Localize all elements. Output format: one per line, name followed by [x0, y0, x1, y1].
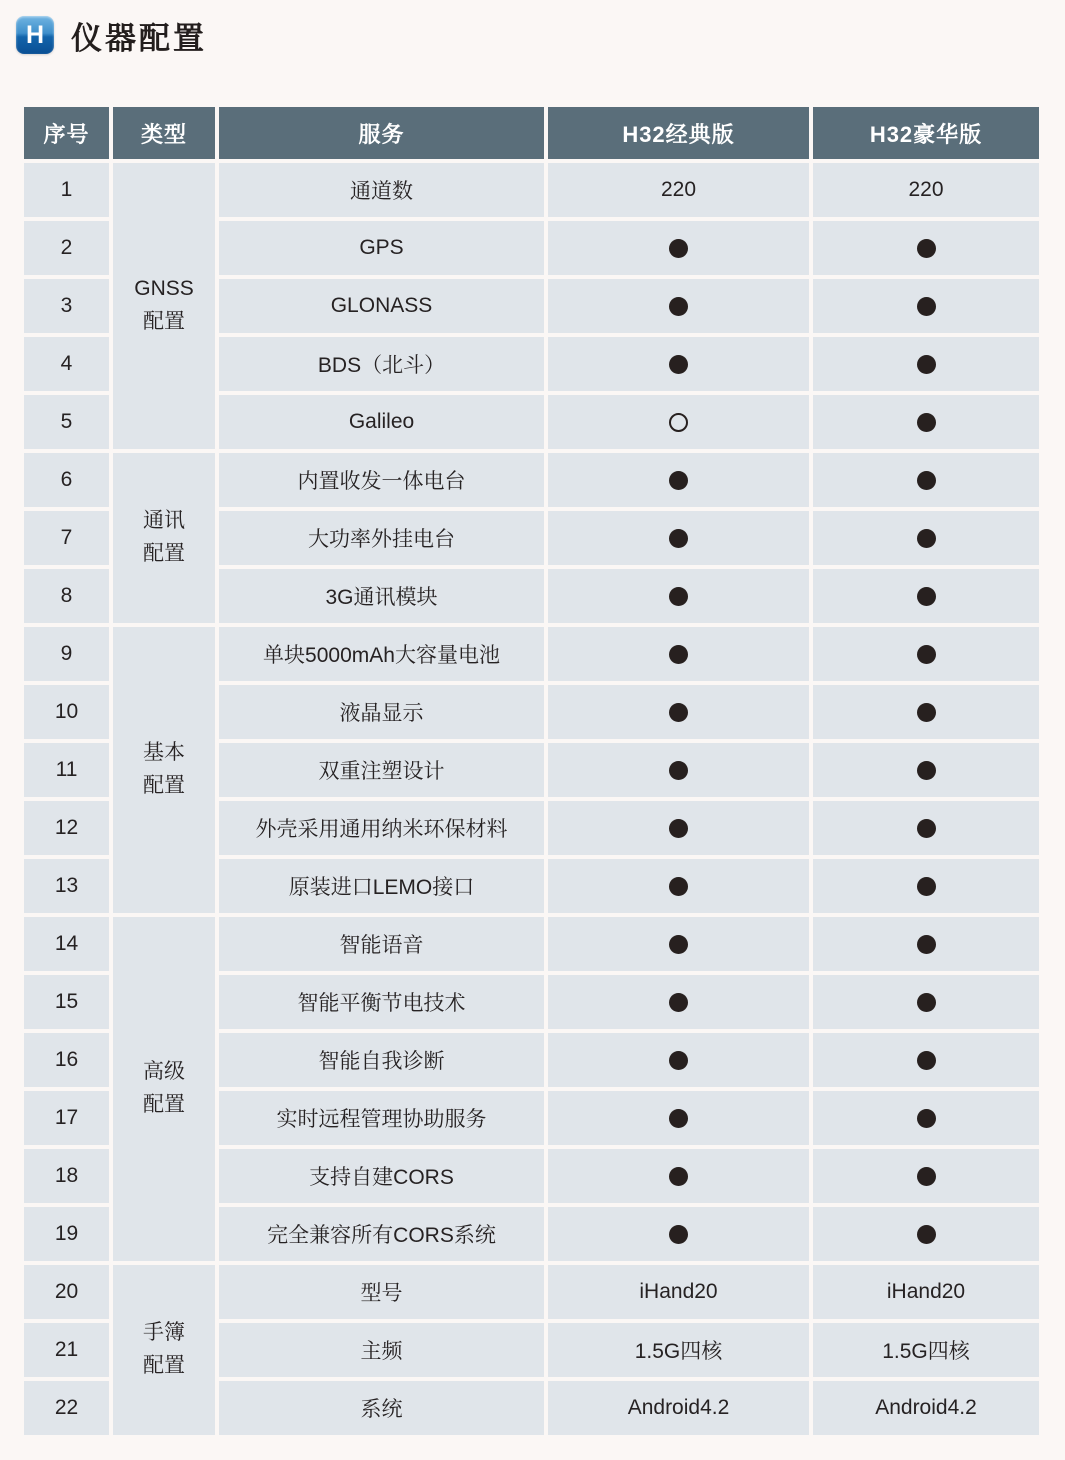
row-number-cell: 12: [24, 801, 109, 855]
type-group-cell: [113, 163, 215, 449]
row-number-cell: 4: [24, 337, 109, 391]
row-number-cell: 20: [24, 1265, 109, 1319]
table-row: [24, 1265, 1039, 1319]
column-header-1: 类型: [113, 107, 215, 159]
filled-dot-icon: [917, 703, 936, 722]
row-number-cell: 1: [24, 163, 109, 217]
type-group-cell: [113, 453, 215, 623]
deluxe-value-cell: [813, 743, 1039, 797]
filled-dot-icon: [917, 529, 936, 548]
filled-dot-icon: [917, 819, 936, 838]
section-header: [0, 0, 1065, 56]
service-cell: 主频: [219, 1323, 544, 1377]
row-number-cell: 22: [24, 1381, 109, 1435]
row-number-cell: 5: [24, 395, 109, 449]
deluxe-value-cell: [813, 917, 1039, 971]
filled-dot-icon: [669, 1051, 688, 1070]
filled-dot-icon: [669, 1109, 688, 1128]
row-number-cell: 21: [24, 1323, 109, 1377]
type-group-label-line: 基本: [143, 741, 185, 765]
deluxe-value-cell: Android4.2: [813, 1381, 1039, 1435]
deluxe-value-cell: [813, 1207, 1039, 1261]
service-cell: 大功率外挂电台: [219, 511, 544, 565]
filled-dot-icon: [917, 877, 936, 896]
service-cell: 实时远程管理协助服务: [219, 1091, 544, 1145]
row-number-cell: 11: [24, 743, 109, 797]
deluxe-value-cell: [813, 511, 1039, 565]
row-number-cell: 13: [24, 859, 109, 913]
filled-dot-icon: [669, 761, 688, 780]
row-number-cell: 8: [24, 569, 109, 623]
type-group-label-line: 配置: [143, 310, 185, 333]
column-header-2: 服务: [219, 107, 544, 159]
filled-dot-icon: [917, 1051, 936, 1070]
type-group-label-line: 高级: [143, 1060, 185, 1084]
classic-value-cell: [548, 279, 809, 333]
filled-dot-icon: [669, 239, 688, 258]
service-cell: GLONASS: [219, 279, 544, 333]
filled-dot-icon: [669, 587, 688, 606]
classic-value-cell: [548, 743, 809, 797]
brand-h-icon: H: [16, 16, 54, 54]
service-cell: 完全兼容所有CORS系统: [219, 1207, 544, 1261]
deluxe-value-cell: [813, 975, 1039, 1029]
filled-dot-icon: [917, 413, 936, 432]
column-header-4: H32豪华版: [813, 107, 1039, 159]
filled-dot-icon: [917, 471, 936, 490]
filled-dot-icon: [669, 529, 688, 548]
header-row: [24, 107, 1039, 159]
row-number-cell: 9: [24, 627, 109, 681]
deluxe-value-cell: [813, 395, 1039, 449]
service-cell: 3G通讯模块: [219, 569, 544, 623]
service-cell: 型号: [219, 1265, 544, 1319]
deluxe-value-cell: [813, 453, 1039, 507]
filled-dot-icon: [917, 239, 936, 258]
service-cell: 原装进口LEMO接口: [219, 859, 544, 913]
classic-value-cell: [548, 917, 809, 971]
row-number-cell: 7: [24, 511, 109, 565]
type-group-label-line: GNSS: [134, 277, 194, 301]
type-group-label-line: 配置: [143, 774, 185, 797]
row-number-cell: 18: [24, 1149, 109, 1203]
service-cell: 智能平衡节电技术: [219, 975, 544, 1029]
row-number-cell: 6: [24, 453, 109, 507]
row-number-cell: 16: [24, 1033, 109, 1087]
filled-dot-icon: [669, 819, 688, 838]
type-group-cell: [113, 627, 215, 913]
filled-dot-icon: [669, 645, 688, 664]
row-number-cell: 15: [24, 975, 109, 1029]
classic-value-cell: iHand20: [548, 1265, 809, 1319]
classic-value-cell: [548, 511, 809, 565]
service-cell: GPS: [219, 221, 544, 275]
classic-value-cell: [548, 1033, 809, 1087]
row-number-cell: 17: [24, 1091, 109, 1145]
service-cell: Galileo: [219, 395, 544, 449]
filled-dot-icon: [917, 1225, 936, 1244]
classic-value-cell: 1.5G四核: [548, 1323, 809, 1377]
row-number-cell: 10: [24, 685, 109, 739]
type-group-label-line: 配置: [143, 1093, 185, 1116]
row-number-cell: 2: [24, 221, 109, 275]
deluxe-value-cell: [813, 627, 1039, 681]
row-number-cell: 14: [24, 917, 109, 971]
deluxe-value-cell: [813, 337, 1039, 391]
service-cell: 液晶显示: [219, 685, 544, 739]
service-cell: 内置收发一体电台: [219, 453, 544, 507]
type-group-label-line: 手簿: [143, 1321, 185, 1345]
filled-dot-icon: [917, 645, 936, 664]
service-cell: 智能自我诊断: [219, 1033, 544, 1087]
deluxe-value-cell: [813, 859, 1039, 913]
hollow-dot-icon: [669, 413, 688, 432]
deluxe-value-cell: 220: [813, 163, 1039, 217]
classic-value-cell: [548, 685, 809, 739]
deluxe-value-cell: [813, 685, 1039, 739]
deluxe-value-cell: 1.5G四核: [813, 1323, 1039, 1377]
classic-value-cell: [548, 1149, 809, 1203]
classic-value-cell: Android4.2: [548, 1381, 809, 1435]
deluxe-value-cell: iHand20: [813, 1265, 1039, 1319]
service-cell: 支持自建CORS: [219, 1149, 544, 1203]
table-row: [24, 917, 1039, 971]
filled-dot-icon: [917, 587, 936, 606]
table-row: [24, 163, 1039, 217]
classic-value-cell: [548, 859, 809, 913]
spec-table: [20, 103, 1043, 1439]
deluxe-value-cell: [813, 1149, 1039, 1203]
classic-value-cell: [548, 569, 809, 623]
classic-value-cell: [548, 1207, 809, 1261]
classic-value-cell: [548, 801, 809, 855]
service-cell: 系统: [219, 1381, 544, 1435]
type-group-cell: [113, 1265, 215, 1435]
filled-dot-icon: [917, 935, 936, 954]
filled-dot-icon: [669, 355, 688, 374]
service-cell: 外壳采用通用纳米环保材料: [219, 801, 544, 855]
filled-dot-icon: [917, 1109, 936, 1128]
service-cell: 单块5000mAh大容量电池: [219, 627, 544, 681]
page-title: 仪器配置: [71, 20, 207, 56]
deluxe-value-cell: [813, 221, 1039, 275]
deluxe-value-cell: [813, 1091, 1039, 1145]
filled-dot-icon: [669, 935, 688, 954]
filled-dot-icon: [917, 297, 936, 316]
row-number-cell: 19: [24, 1207, 109, 1261]
service-cell: 双重注塑设计: [219, 743, 544, 797]
table-row: [24, 453, 1039, 507]
spec-table-head: [24, 107, 1039, 159]
classic-value-cell: [548, 453, 809, 507]
classic-value-cell: [548, 337, 809, 391]
deluxe-value-cell: [813, 1033, 1039, 1087]
deluxe-value-cell: [813, 279, 1039, 333]
spec-table-body: [24, 163, 1039, 1435]
deluxe-value-cell: [813, 801, 1039, 855]
type-group-label-line: 配置: [143, 542, 185, 565]
filled-dot-icon: [669, 297, 688, 316]
filled-dot-icon: [669, 1225, 688, 1244]
filled-dot-icon: [917, 355, 936, 374]
column-header-0: 序号: [24, 107, 109, 159]
type-group-cell: [113, 917, 215, 1261]
type-group-label-line: 配置: [143, 1354, 185, 1377]
filled-dot-icon: [917, 1167, 936, 1186]
filled-dot-icon: [917, 761, 936, 780]
type-group-label-line: 通讯: [143, 509, 185, 533]
filled-dot-icon: [669, 877, 688, 896]
deluxe-value-cell: [813, 569, 1039, 623]
column-header-3: H32经典版: [548, 107, 809, 159]
classic-value-cell: 220: [548, 163, 809, 217]
filled-dot-icon: [669, 703, 688, 722]
filled-dot-icon: [669, 471, 688, 490]
service-cell: 智能语音: [219, 917, 544, 971]
classic-value-cell: [548, 627, 809, 681]
classic-value-cell: [548, 221, 809, 275]
service-cell: BDS（北斗）: [219, 337, 544, 391]
filled-dot-icon: [669, 993, 688, 1012]
table-row: [24, 627, 1039, 681]
classic-value-cell: [548, 975, 809, 1029]
classic-value-cell: [548, 1091, 809, 1145]
filled-dot-icon: [917, 993, 936, 1012]
filled-dot-icon: [669, 1167, 688, 1186]
service-cell: 通道数: [219, 163, 544, 217]
classic-value-cell: [548, 395, 809, 449]
row-number-cell: 3: [24, 279, 109, 333]
